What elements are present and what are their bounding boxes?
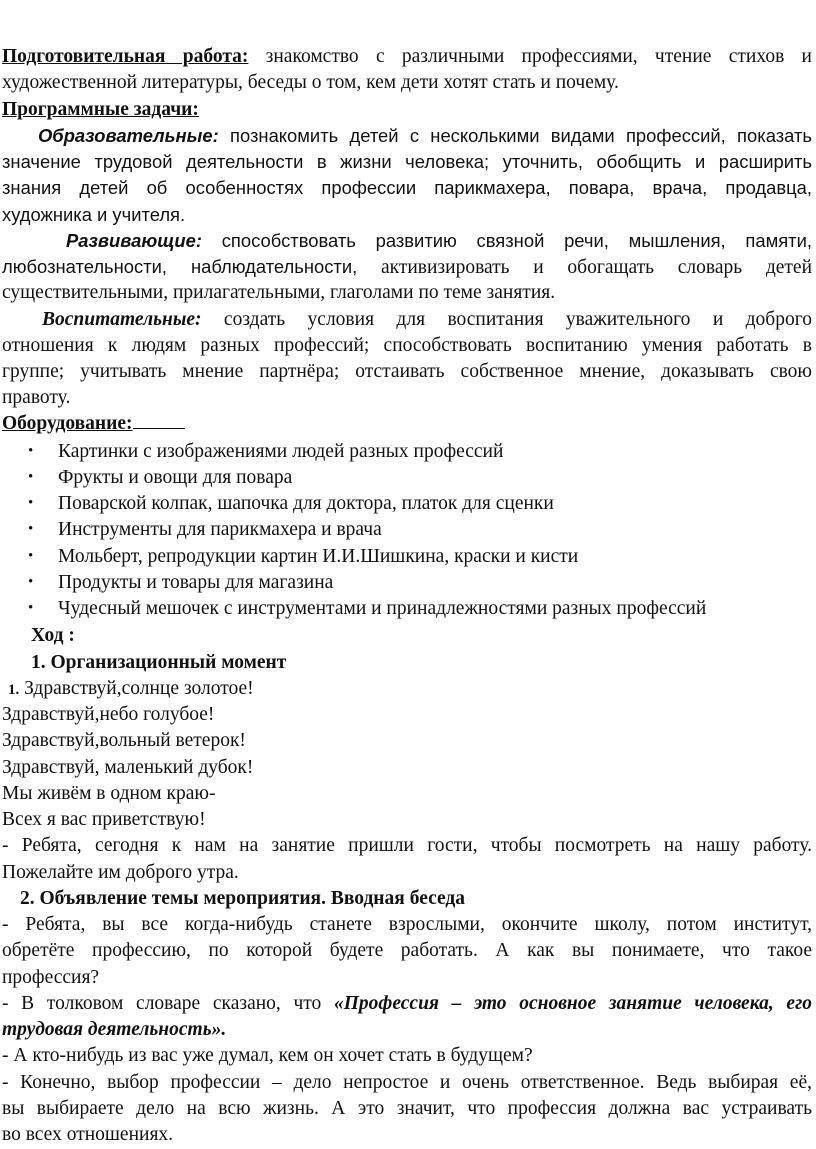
dev-label: Развивающие: [66, 229, 202, 251]
bullet-icon: • [28, 573, 34, 590]
edu-text-1: познакомить детей с несколькими видами профессий, показать [230, 124, 812, 146]
question-text: - А кто-нибудь из вас уже думал, кем он хочет стать в будущем? [2, 1045, 533, 1067]
bullet-icon: • [28, 521, 34, 538]
upb-text-2: отношения к людям разных профессий; способствовать воспитанию умения работать в [2, 334, 812, 356]
dev-text-3: существительными, прилагательными, глаголами по теме занятия. [2, 282, 556, 304]
poem-line-6: Всех я вас приветствую! [2, 809, 206, 831]
edu-line-1 [38, 122, 812, 150]
poem-line-4: Здравствуй, маленький дубок! [2, 756, 254, 778]
definition-quote-1: «Профессия – это основное занятие человека, его [333, 992, 813, 1014]
upb-text-4: правоту. [2, 387, 71, 409]
section-2-heading: 2. Объявление темы мероприятия. Вводная беседа [20, 887, 466, 909]
equipment-heading: Оборудование: [2, 413, 133, 435]
definition-line-1 [2, 990, 812, 1018]
dev-text-2b: активизировать и обогащать словарь детей [380, 257, 813, 278]
list-item-text: Картинки с изображениями людей разных профессий [58, 440, 504, 462]
bullet-icon: • [28, 468, 34, 485]
list-item-text: Фрукты и овощи для повара [58, 466, 293, 488]
prep-text-2: художественной литературы, беседы о том, кем дети хотят стать и почему. [2, 72, 619, 94]
course-heading: Ход : [31, 625, 75, 647]
edu-text-3: знания детей об особенностях профессии парикмахера, повара, врача, продавца, [2, 177, 812, 199]
list-item-text: Чудесный мешочек с инструментами и принадлежностями разных профессий [58, 598, 707, 620]
choice-text-2: вы выбираете дело на всю жизнь. А это значит, что профессия должна вас устраивать [2, 1097, 812, 1119]
bullet-icon: • [28, 495, 34, 512]
definition-intro: - В толковом словаре сказано, что [2, 992, 322, 1014]
prep-line-1 [2, 43, 812, 71]
equipment-heading-row [2, 410, 185, 438]
upb-line-1 [42, 306, 812, 334]
choice-text-3: во всех отношениях. [2, 1124, 174, 1145]
talk-text-1: - Ребята, вы все когда-нибудь станете взрослыми, окончите школу, потом институт, [2, 914, 812, 935]
upb-text-3: группе; учитывать мнение партнёра; отстаивать собственное мнение, доказывать свою [2, 360, 812, 382]
underline-blank [133, 410, 185, 429]
prep-text-1: знакомство с различными профессиями, чтение стихов и [265, 46, 812, 67]
poem-text-1: Здравствуй,солнце золотое! [24, 677, 254, 699]
dev-line-2 [2, 253, 812, 282]
poem-number: 1. [8, 681, 20, 698]
dev-line-1 [66, 227, 812, 255]
dev-text-2a: любознательности, наблюдательности, [2, 256, 358, 277]
bullet-icon: • [28, 600, 34, 617]
tasks-heading: Программные задачи: [2, 98, 199, 120]
guests-text-2: Пожелайте им доброго утра. [2, 861, 239, 883]
guests-text-1: - Ребята, сегодня к нам на занятие пришли гости, чтобы посмотреть на нашу работу. [2, 835, 812, 857]
list-item-text: Инструменты для парикмахера и врача [58, 519, 382, 541]
list-item-text: Продукты и товары для магазина [58, 571, 334, 593]
poem-line-3: Здравствуй,вольный ветерок! [2, 730, 246, 752]
section-1-heading: 1. Организационный момент [31, 651, 287, 673]
edu-label: Образовательные: [38, 124, 219, 146]
bullet-icon: • [28, 547, 34, 564]
edu-text-4: художника и учителя. [2, 203, 186, 225]
edu-text-2: значение трудовой деятельности в жизни человека; уточнить, обобщить и расширить [2, 151, 812, 172]
upb-text-1: создать условия для воспитания уважительного и доброго [223, 308, 812, 330]
bullet-icon: • [28, 442, 34, 459]
talk-text-2: обретёте профессию, по которой будете работать. А как вы понимаете, что такое [2, 940, 812, 962]
list-item-text: Поварской колпак, шапочка для доктора, платок для сценки [58, 493, 554, 515]
prep-label: Подготовительная работа: [2, 46, 249, 67]
list-item-text: Мольберт, репродукции картин И.И.Шишкина, краски и кисти [58, 545, 579, 567]
upb-label: Воспитательные: [42, 308, 202, 330]
poem-line-1 [8, 675, 254, 705]
poem-line-5: Мы живём в одном краю- [2, 782, 216, 804]
choice-text-1: - Конечно, выбор профессии – дело непростое и очень ответственное. Ведь выбирая её, [2, 1071, 812, 1093]
definition-quote-2: трудовая деятельность». [2, 1019, 227, 1040]
talk-text-3: профессия? [2, 966, 100, 988]
dev-text-1: способствовать развитию связной речи, мышления, памяти, [221, 229, 812, 251]
poem-line-2: Здравствуй,небо голубое! [2, 704, 215, 726]
